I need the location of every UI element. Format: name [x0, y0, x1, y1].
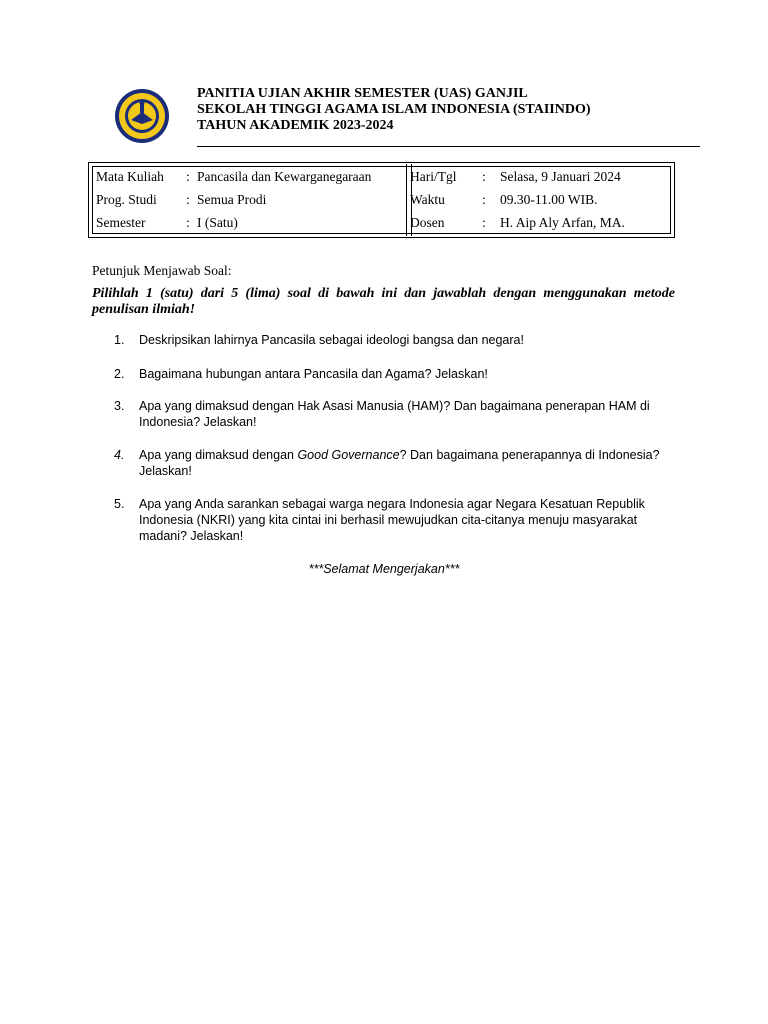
info-value-time: 09.30-11.00 WIB.: [500, 192, 598, 207]
info-sep: :: [186, 192, 190, 207]
instructions-line-2: penulisan ilmiah!: [92, 302, 196, 317]
info-label-program: Prog. Studi: [96, 192, 157, 207]
instructions-intro: Petunjuk Menjawab Soal:: [92, 263, 232, 278]
info-label-course: Mata Kuliah: [96, 169, 164, 184]
info-value-course: Pancasila dan Kewarganegaraan: [197, 169, 372, 184]
question-text: [139, 332, 684, 348]
question-line: [139, 447, 684, 463]
info-value-lecturer: H. Aip Aly Arfan, MA.: [500, 215, 625, 230]
header-committee: PANITIA UJIAN AKHIR SEMESTER (UAS) GANJIL: [197, 86, 528, 101]
question-text: [139, 398, 684, 430]
question-line: Apa yang Anda sarankan sebagai warga negara Indonesia agar Negara Kesatuan Republik: [139, 497, 645, 511]
question-line: Apa yang dimaksud dengan Hak Asasi Manusia (HAM)? Dan bagaimana penerapan HAM di: [139, 399, 650, 413]
info-label-date: Hari/Tgl: [410, 169, 457, 184]
exam-info-box: [88, 162, 675, 238]
question-number: 4.: [114, 448, 125, 462]
info-label-time: Waktu: [410, 192, 445, 207]
question-line: Indonesia (NKRI) yang kita cintai ini berhasil mewujudkan cita-citanya menuju masyarakat: [139, 513, 638, 527]
question-text: [139, 496, 684, 544]
info-value-date: Selasa, 9 Januari 2024: [500, 169, 621, 184]
institution-logo: [114, 88, 170, 144]
header-divider: [197, 146, 700, 147]
question-number: 5.: [114, 497, 125, 511]
info-sep: :: [186, 215, 190, 230]
question-line: Deskripsikan lahirnya Pancasila sebagai ideologi bangsa dan negara!: [139, 333, 524, 347]
question-fragment: Apa yang dimaksud dengan: [139, 448, 298, 462]
question-emphasis: Good Governance: [297, 448, 400, 462]
question-text: [139, 366, 684, 382]
question-number: 3.: [114, 399, 125, 413]
info-value-semester: I (Satu): [197, 215, 238, 230]
info-sep: :: [482, 169, 486, 184]
info-sep: :: [482, 215, 486, 230]
header-institution: SEKOLAH TINGGI AGAMA ISLAM INDONESIA (STAIINDO): [197, 102, 591, 117]
question-number: 2.: [114, 367, 125, 381]
question-line: madani? Jelaskan!: [139, 529, 244, 543]
closing-message: ***Selamat Mengerjakan***: [308, 562, 460, 576]
info-sep: :: [482, 192, 486, 207]
info-sep: :: [186, 169, 190, 184]
document-header: [197, 86, 591, 134]
exam-info-inner: [92, 166, 671, 234]
question-number: 1.: [114, 333, 125, 347]
question-fragment: ? Dan bagaimana penerapannya di Indonesia?: [399, 448, 660, 462]
question-text: [139, 447, 684, 479]
info-value-program: Semua Prodi: [197, 192, 267, 207]
question-line: Bagaimana hubungan antara Pancasila dan Agama? Jelaskan!: [139, 367, 488, 381]
info-label-semester: Semester: [96, 215, 146, 230]
instructions-line-1: Pilihlah 1 (satu) dari 5 (lima) soal di bawah ini dan jawablah dengan menggunakan metode: [92, 286, 675, 301]
info-label-lecturer: Dosen: [410, 215, 445, 230]
question-line: Jelaskan!: [139, 464, 192, 478]
question-line: Indonesia? Jelaskan!: [139, 415, 257, 429]
header-academic-year: TAHUN AKADEMIK 2023-2024: [197, 118, 394, 133]
